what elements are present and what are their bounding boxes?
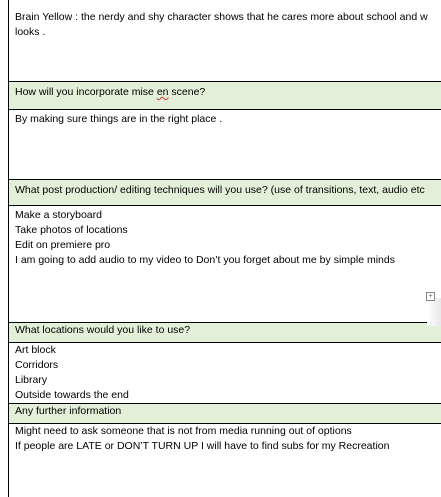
question-text-part: scene? bbox=[168, 86, 206, 98]
answer-line: By making sure things are in the right place . bbox=[15, 113, 223, 125]
answer-line: If people are LATE or DON’T TURN UP I will have to find subs for my Recreation bbox=[15, 440, 390, 452]
answer-line: Outside towards the end bbox=[15, 389, 129, 401]
question-cell-mise-en-scene[interactable] bbox=[9, 82, 441, 110]
answer-cell-character[interactable] bbox=[9, 8, 441, 82]
answer-cell-further-information[interactable] bbox=[9, 424, 441, 497]
question-cell-locations[interactable] bbox=[9, 323, 441, 343]
answer-line: Take photos of locations bbox=[15, 224, 128, 236]
answer-line: Make a storyboard bbox=[15, 209, 102, 221]
answer-line: I am going to add audio to my video to Don’t you forget about me by simple minds bbox=[15, 254, 395, 266]
answer-line: Brain Yellow : the nerdy and shy character shows that he cares more about school and w bbox=[15, 11, 428, 23]
answer-cell-post-production[interactable] bbox=[9, 206, 441, 323]
question-text-part: How will you incorporate mise bbox=[15, 86, 157, 98]
answer-line: looks . bbox=[15, 26, 46, 38]
question-cell-further-information[interactable] bbox=[9, 404, 441, 424]
answer-line: Corridors bbox=[15, 359, 59, 371]
table-move-handle-icon[interactable]: + bbox=[426, 292, 435, 301]
answer-cell-locations[interactable] bbox=[9, 343, 441, 404]
question-text: What locations would you like to use? bbox=[15, 324, 191, 336]
answer-line: Might need to ask someone that is not from media running out of options bbox=[15, 425, 352, 437]
spelling-error-word: en bbox=[156, 86, 169, 98]
question-cell-post-production[interactable] bbox=[9, 180, 441, 206]
answer-line: Library bbox=[15, 374, 48, 386]
answer-cell-mise-en-scene[interactable] bbox=[9, 110, 441, 180]
question-text: Any further information bbox=[15, 405, 122, 417]
planning-document-table bbox=[8, 0, 441, 497]
answer-line: Edit on premiere pro bbox=[15, 239, 111, 251]
question-text bbox=[15, 85, 441, 100]
answer-line: Art block bbox=[15, 344, 56, 356]
question-text: What post production/ editing techniques will you use? (use of transitions, text, audio etc bbox=[15, 184, 425, 196]
table-resize-shadow bbox=[427, 298, 441, 326]
